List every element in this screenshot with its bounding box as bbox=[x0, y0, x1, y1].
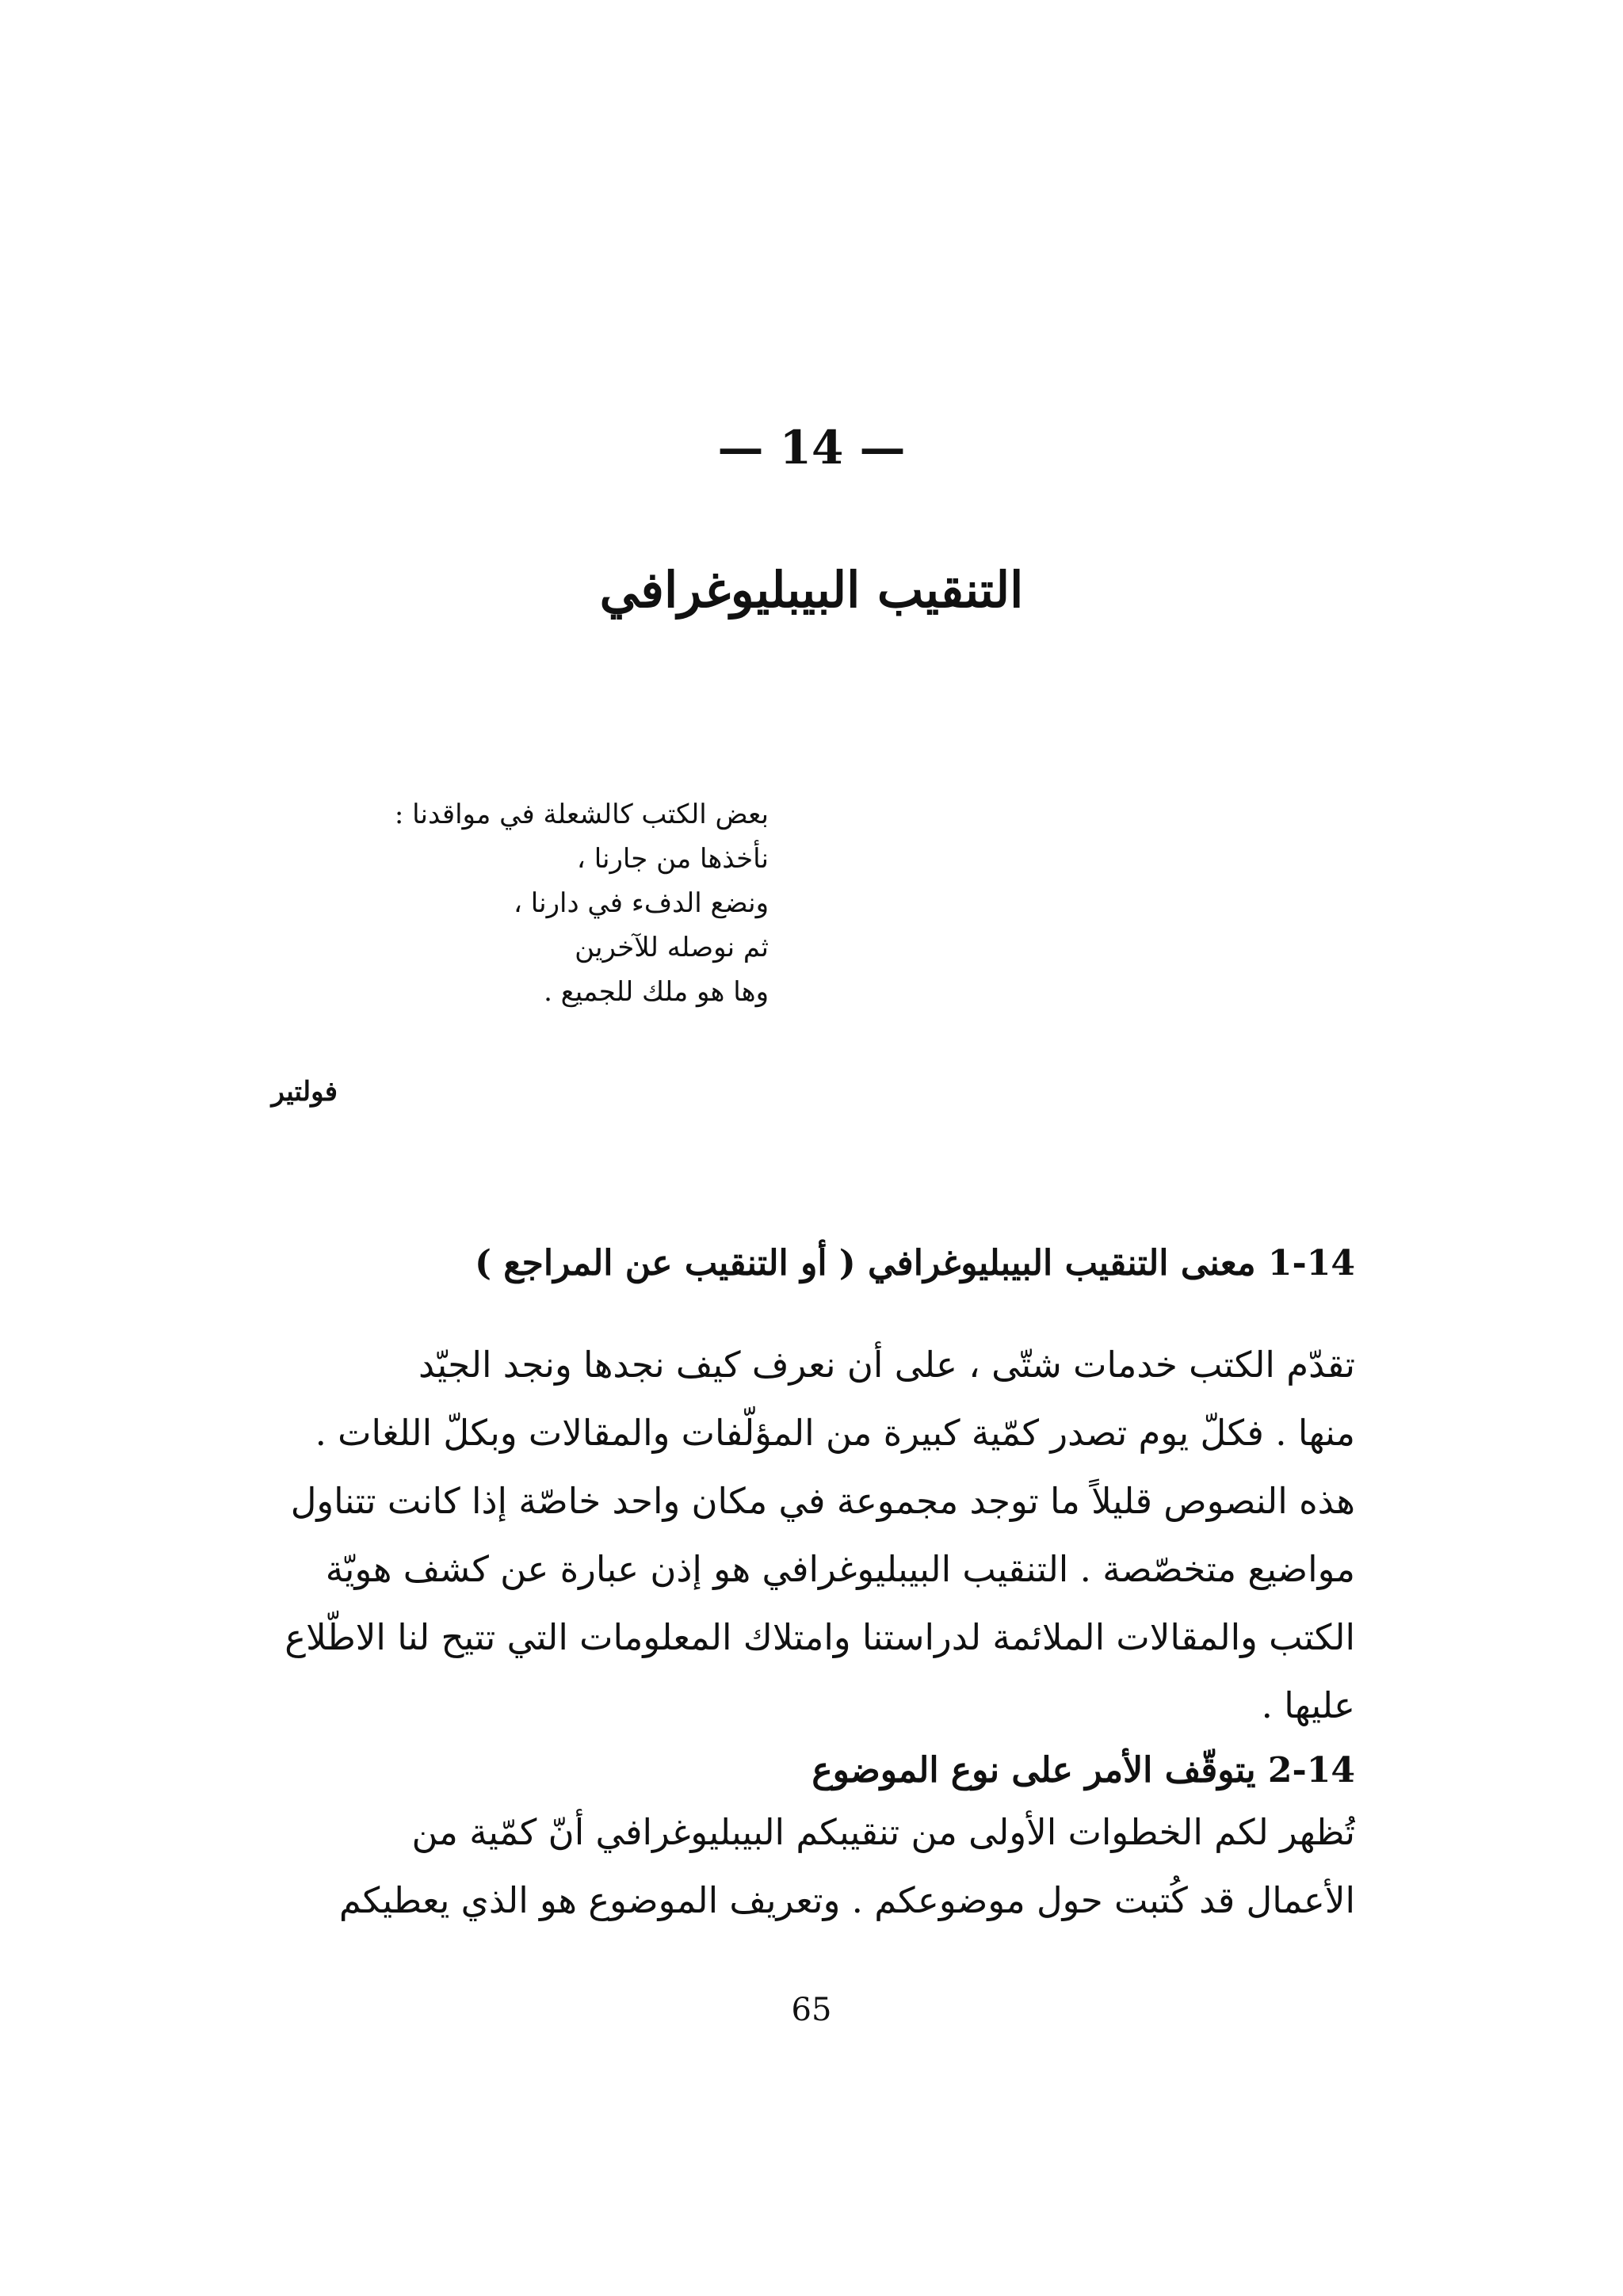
section-2-paragraph bbox=[262, 1798, 1355, 1935]
epigraph-line: ثم نوصله للآخرين bbox=[575, 932, 769, 963]
paragraph-line: منها . فكلّ يوم تصدر كمّية كبيرة من المؤلّفات والمقالات وبكلّ اللغات . bbox=[315, 1412, 1355, 1454]
epigraph-line: وها هو ملك للجميع . bbox=[544, 976, 769, 1008]
section-1-paragraph bbox=[262, 1331, 1355, 1740]
chapter-title: التنقيب البيبليوغرافي bbox=[599, 561, 1024, 619]
paragraph-line: الكتب والمقالات الملائمة لدراستنا وامتلاك المعلومات التي تتيح لنا الاطّلاع bbox=[285, 1616, 1355, 1658]
section-heading-1: 1-14 معنى التنقيب البيبليوغرافي ( أو التنقيب عن المراجع ) bbox=[475, 1243, 1355, 1283]
epigraph bbox=[325, 792, 769, 1014]
paragraph-line: عليها . bbox=[1261, 1684, 1355, 1726]
paragraph-line: تُظهر لكم الخطوات الأولى من تنقيبكم البيبليوغرافي أنّ كمّية من bbox=[411, 1811, 1355, 1853]
chapter-number: — 14 — bbox=[717, 421, 906, 475]
epigraph-line: بعض الكتب كالشعلة في مواقدنا : bbox=[394, 799, 769, 830]
epigraph-attribution: فولتير bbox=[271, 1076, 338, 1108]
epigraph-line: نأخذها من جارنا ، bbox=[576, 843, 769, 875]
paragraph-line: الأعمال قد كُتبت حول موضوعكم . وتعريف الموضوع هو الذي يعطيكم bbox=[338, 1879, 1355, 1921]
paragraph-line: تقدّم الكتب خدمات شتّى ، على أن نعرف كيف نجدها ونجد الجيّد bbox=[418, 1344, 1355, 1386]
page-number: 65 bbox=[791, 1992, 832, 2028]
paragraph-line: هذه النصوص قليلاً ما توجد مجموعة في مكان واحد خاصّة إذا كانت تتناول bbox=[290, 1480, 1355, 1522]
section-heading-2: 2-14 يتوقّف الأمر على نوع الموضوع bbox=[812, 1750, 1355, 1791]
epigraph-line: ونضع الدفء في دارنا ، bbox=[514, 887, 769, 919]
paragraph-line: مواضيع متخصّصة . التنقيب البيبليوغرافي هو إذن عبارة عن كشف هويّة bbox=[325, 1548, 1355, 1590]
